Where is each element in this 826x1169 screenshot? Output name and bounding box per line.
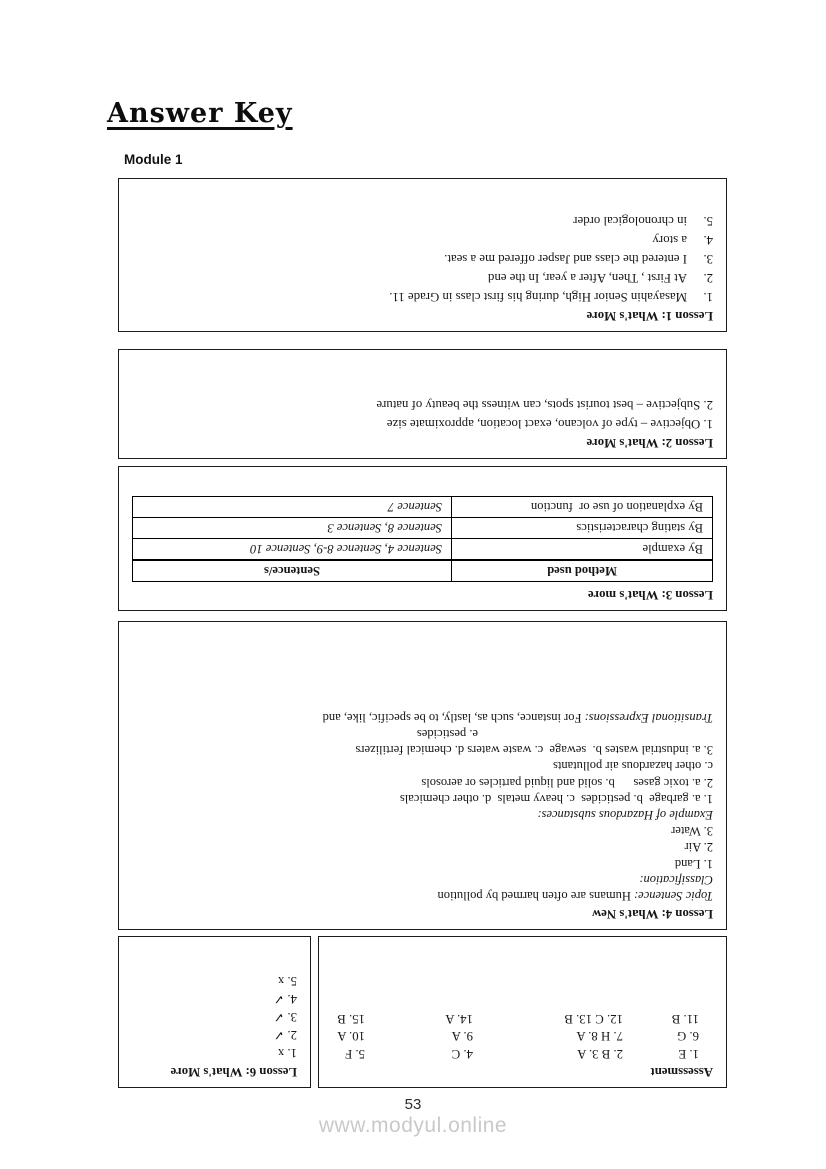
line-label: Classification:	[639, 872, 713, 887]
answer-line	[132, 791, 713, 807]
answer-line	[132, 855, 713, 871]
method-cell: By explanation of use or function	[452, 497, 713, 518]
answer-cell: 2. B 3. A	[577, 1047, 623, 1061]
line-label: Transitional Expressions:	[584, 710, 713, 725]
sentence-cell: Sentence 7	[133, 497, 452, 518]
item-text: a story	[652, 233, 687, 247]
list-item: 3. ✓	[273, 1010, 297, 1024]
answer-line	[132, 742, 713, 758]
assessment-title: Assessment	[650, 1065, 713, 1079]
lesson1-title: Lesson 1: What's More	[586, 309, 713, 323]
answer-cell: 5. F	[345, 1047, 365, 1061]
answer-cell: 1. E	[678, 1047, 699, 1061]
list-item: 1. x	[277, 1046, 297, 1060]
list-item	[132, 230, 713, 249]
method-cell: By example	[452, 539, 713, 561]
line-text: c. other hazardous air pollutants	[552, 759, 713, 774]
line-text: e. pesticides	[416, 726, 478, 741]
list-item: 5. x	[277, 974, 297, 988]
item-text: At First , Then, After a year, In the end	[488, 271, 687, 285]
list-item: 1. Objective – type of volcano, exact location, approximate size	[386, 417, 713, 431]
answer-line	[132, 823, 713, 839]
item-text: I entered the class and Jasper offered me a seat.	[444, 252, 687, 266]
line-text: 1. a. garbage b. pesticides c. heavy metals d. other chemicals	[399, 791, 713, 806]
lesson4-box	[118, 621, 727, 930]
answer-cell: 7. H 8. A	[576, 1029, 623, 1044]
line-text: For instance, such as, lastly, to be specific, like, and	[322, 710, 585, 725]
assessment-box	[318, 936, 727, 1088]
lesson3-box	[118, 466, 727, 611]
lesson1-content	[119, 179, 726, 331]
page-number: 53	[404, 1096, 422, 1113]
line-text: 1. Land	[674, 856, 713, 871]
answer-cell: 11. B	[671, 1012, 699, 1026]
list-item	[132, 249, 713, 268]
item-number: 2.	[703, 271, 713, 285]
answer-cell: 14. A	[445, 1012, 473, 1026]
lesson1-box	[118, 178, 727, 332]
lesson6-title: Lesson 6: What's More	[170, 1065, 297, 1079]
sentence-cell: Sentence 4, Sentence 8-9, Sentence 10	[133, 539, 452, 561]
item-number: 1.	[703, 290, 713, 304]
lesson4-title: Lesson 4: What's New	[592, 907, 713, 921]
line-text: Humans are often harmed by pollution	[437, 889, 634, 903]
column-header: Method used	[452, 560, 713, 582]
column-header: Sentence/s	[133, 560, 452, 582]
item-number: 3.	[703, 252, 713, 266]
line-label: Topic Sentence:	[633, 889, 713, 903]
answer-line	[132, 710, 713, 726]
watermark: www.modyul.online	[318, 1114, 508, 1137]
module-label: Module 1	[124, 152, 183, 167]
table-row	[133, 518, 713, 539]
assessment-row	[332, 1027, 699, 1045]
table-row	[133, 539, 713, 561]
table-header-row	[133, 560, 713, 582]
item-number: 5.	[703, 214, 713, 228]
method-cell: By stating characteristics	[452, 518, 713, 539]
list-item: 2. Subjective – best tourist spots, can witness the beauty of nature	[376, 398, 713, 412]
list-item	[132, 287, 713, 306]
lesson2-box	[118, 349, 727, 459]
item-number: 4.	[703, 233, 713, 247]
assessment-row	[332, 1045, 699, 1063]
answer-line	[132, 726, 713, 742]
list-item	[132, 268, 713, 287]
line-text: 2. a. toxic gases b. solid and liquid particles or aerosols	[421, 775, 713, 790]
answer-line	[132, 888, 713, 904]
assessment-row	[332, 1010, 699, 1028]
line-label: Example of Hazardous substances:	[537, 807, 713, 822]
item-text: Masayahin Senior High, during his first class in Grade 11.	[389, 290, 687, 304]
list-item: 4. ✓	[273, 992, 297, 1006]
lesson2-title: Lesson 2: What's More	[586, 436, 713, 450]
line-text: 3. Water	[671, 824, 713, 839]
line-text: 3. a. industrial wastes b. sewage c. waste waters d. chemical fertilizers	[355, 743, 713, 758]
answer-line	[132, 807, 713, 823]
answer-line	[132, 774, 713, 790]
item-text: in chronological order	[573, 214, 687, 228]
list-item: 2. ✓	[273, 1028, 297, 1042]
table-row	[133, 497, 713, 518]
sentence-cell: Sentence 8, Sentence 3	[133, 518, 452, 539]
lesson2-content	[119, 350, 726, 458]
answer-cell: 10. A	[337, 1029, 365, 1044]
answer-line	[132, 839, 713, 855]
answer-cell: 12. C 13. B	[564, 1012, 623, 1026]
list-item	[132, 211, 713, 230]
answer-line	[132, 758, 713, 774]
answer-line	[132, 872, 713, 888]
lesson3-title: Lesson 3: What's more	[587, 588, 713, 602]
answer-cell: 15. B	[337, 1012, 365, 1026]
lesson6-box	[118, 936, 311, 1088]
answer-cell: 6. G	[676, 1029, 699, 1044]
answer-cell: 9. A	[451, 1029, 473, 1044]
lesson3-content	[119, 467, 726, 610]
lesson6-content	[119, 937, 310, 1087]
lesson4-content	[119, 622, 726, 929]
answer-cell: 4. C	[451, 1047, 473, 1061]
assessment-content	[319, 937, 726, 1087]
line-text: 2. Air	[684, 840, 713, 855]
page-title: Answer Key	[107, 98, 293, 129]
method-sentence-table	[132, 496, 713, 582]
